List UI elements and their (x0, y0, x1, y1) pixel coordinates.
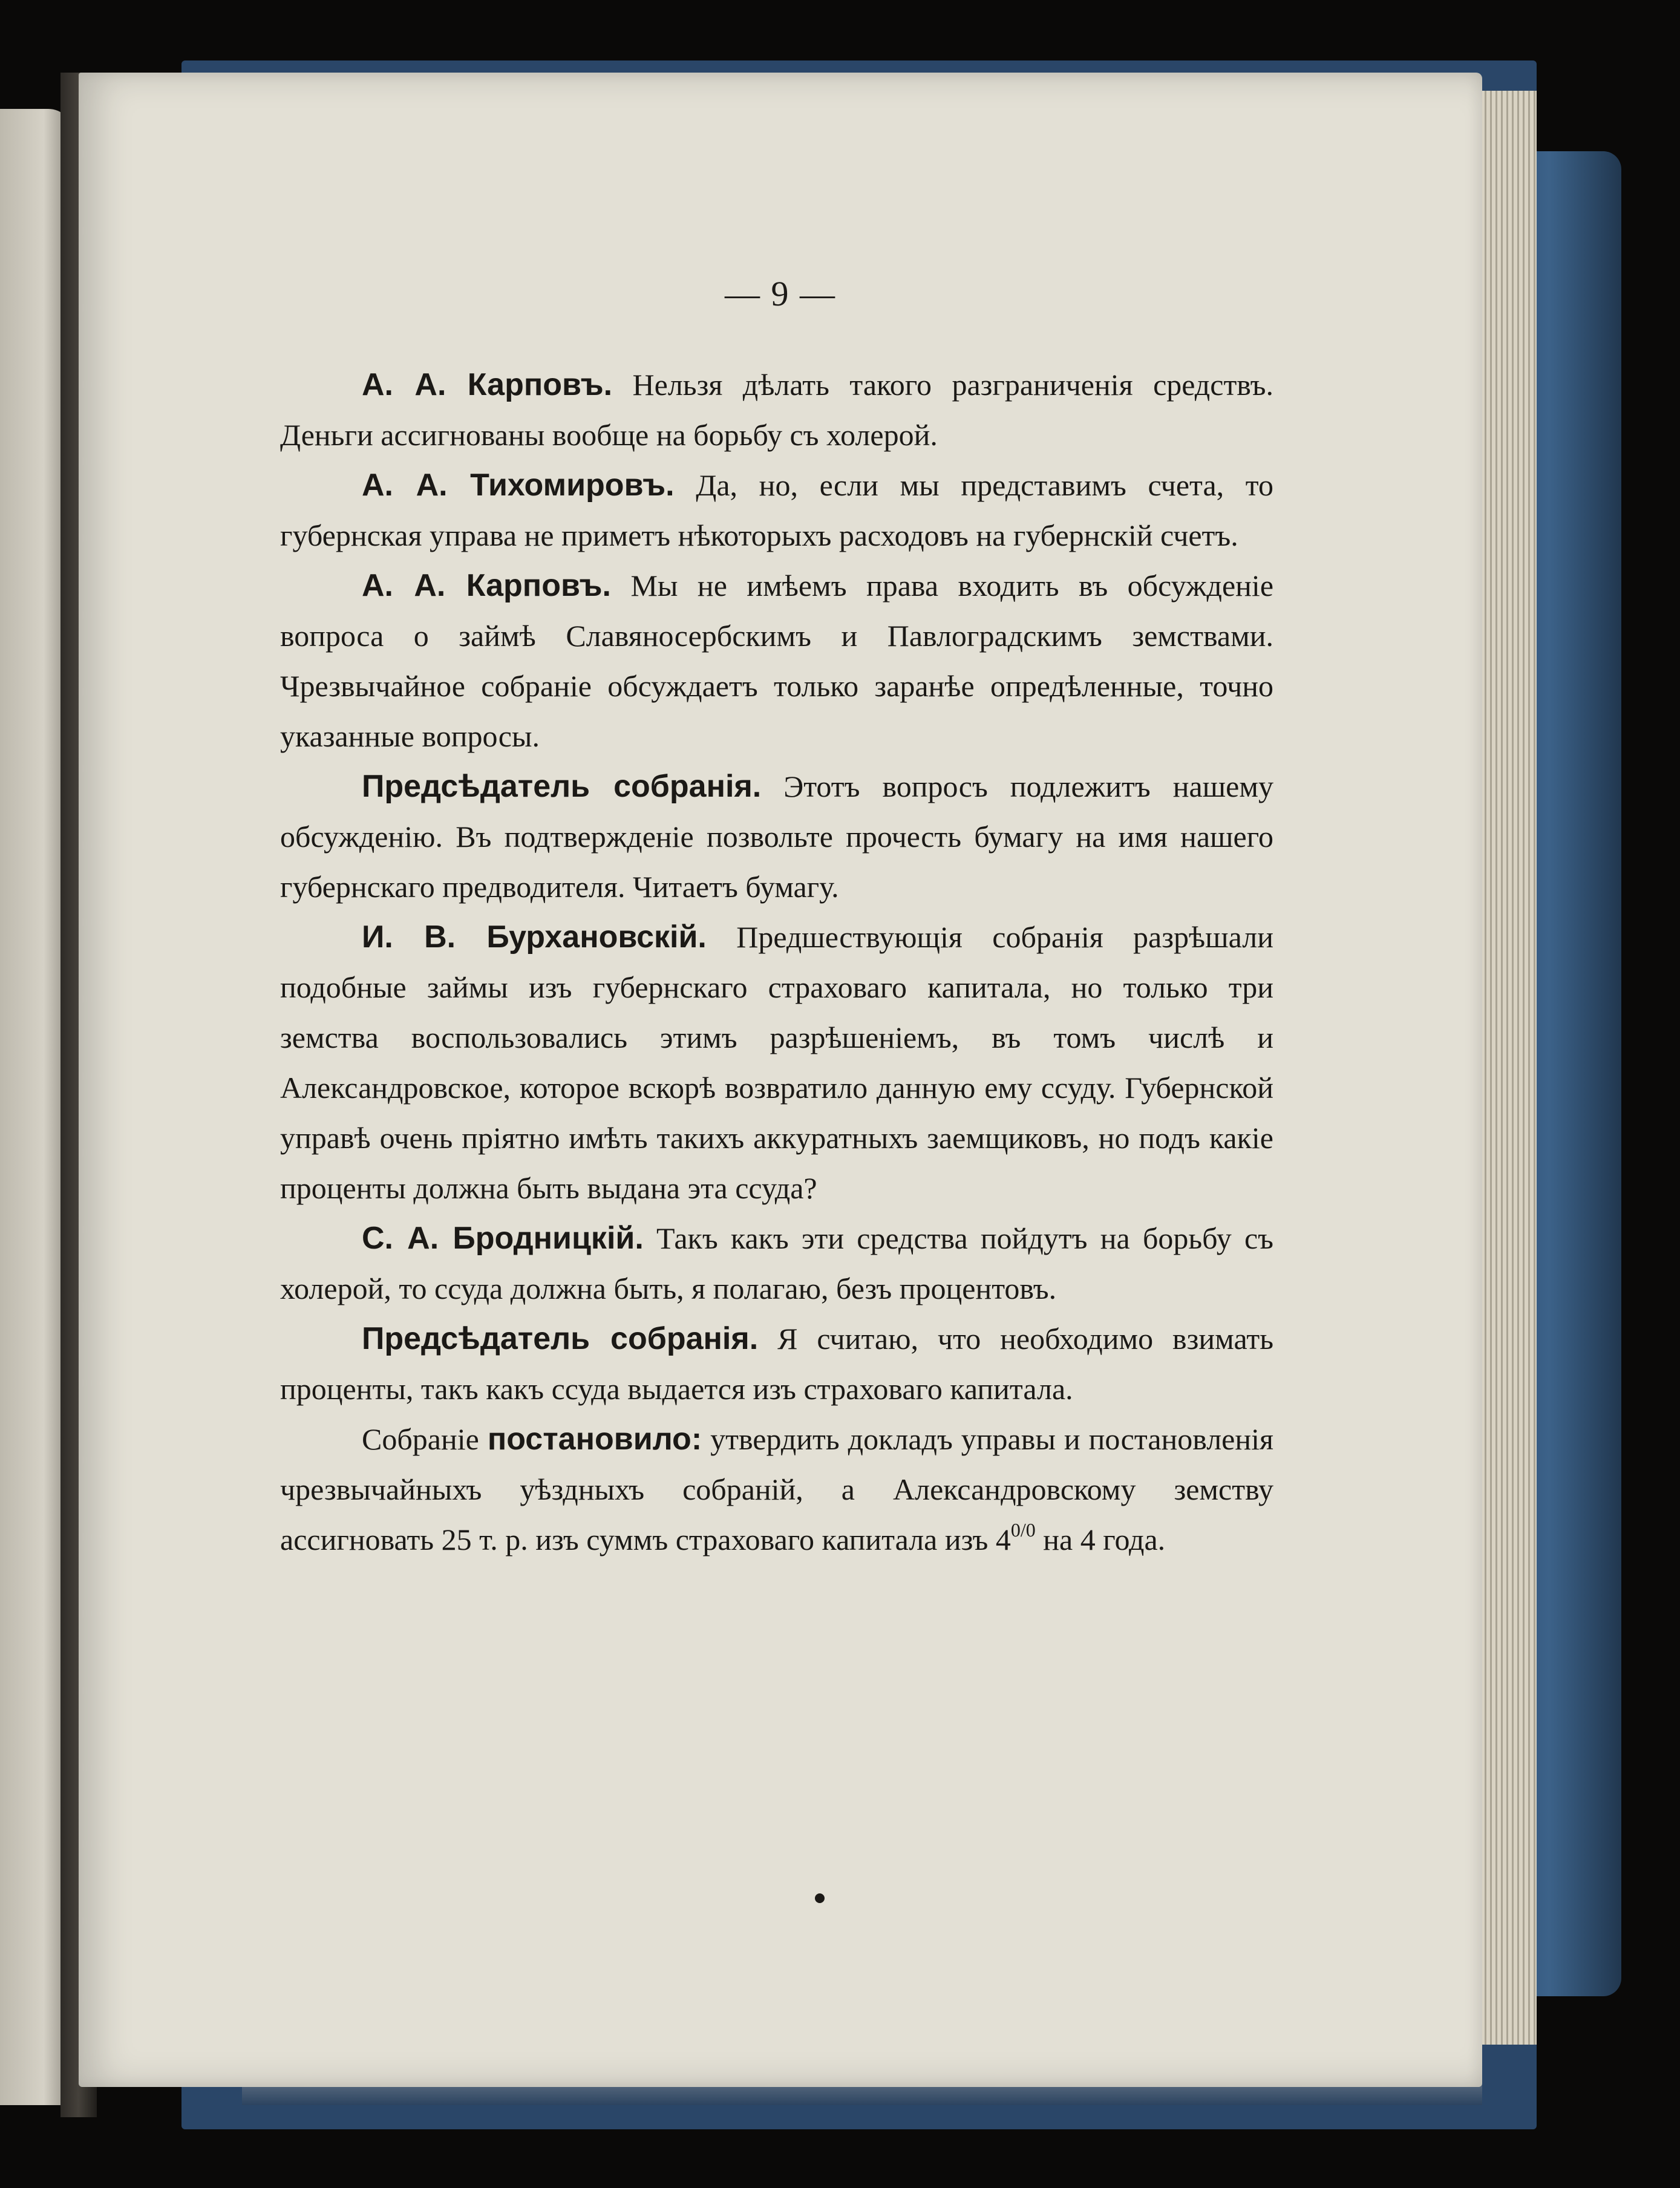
resolution-lead: Собраніе (362, 1422, 479, 1456)
paragraph-4 (280, 762, 1273, 912)
speech-text: Я считаю, что необходимо взимать проценты, такъ какъ ссуда выдается изъ страховаго капитала. (280, 1322, 1273, 1406)
paragraph-1 (280, 360, 1273, 460)
speech-text: Предшествующія собранія разрѣшали подобные займы изъ губернскаго страховаго капитала, но только три земства воспользовались этимъ разрѣшеніемъ, въ томъ числѣ и Александровское, которое вскорѣ возвратило данную ему ссуду. Губернской управѣ очень пріятно имѣть такихъ аккуратныхъ заемщиковъ, но подъ какіе проценты должна быть выдана эта ссуда? (280, 920, 1273, 1205)
speaker-name: Предсѣдатель собранія. (362, 769, 762, 804)
resolution-keyword: постановило: (487, 1422, 702, 1457)
resolution-paragraph (280, 1414, 1273, 1565)
speech-text: Этотъ вопросъ подлежитъ нашему обсужденію. Въ подтвержденіе позвольте прочесть бумагу на имя нашего губернскаго предводителя. Читаетъ бумагу. (280, 769, 1273, 904)
page-text (280, 360, 1273, 1565)
speaker-name: А. А. Карповъ. (362, 568, 612, 603)
speaker-name: С. А. Бродницкій. (362, 1221, 644, 1256)
resolution-text: утвердить докладъ управы и постановленія чрезвычайныхъ уѣздныхъ собраній, а Александровскому земству ассигновать 25 т. р. изъ суммъ страховаго капитала изъ 4 (280, 1422, 1274, 1556)
speech-text: Мы не имѣемъ права входить въ обсужденіе вопроса о займѣ Славяносербскимъ и Павлоградскимъ земствами. Чрезвычайное собраніе обсуждаетъ только заранѣе опредѣленные, точно указанные вопросы. (280, 569, 1274, 753)
speech-text: Нельзя дѣлать такого разграниченія средствъ. Деньги ассигнованы вообще на борьбу съ холерой. (280, 368, 1274, 452)
percent-sign: 0/0 (1010, 1519, 1036, 1541)
paragraph-6 (280, 1213, 1273, 1314)
speaker-name: Предсѣдатель собранія. (362, 1321, 759, 1356)
resolution-end: на 4 года. (1043, 1523, 1166, 1556)
paragraph-5 (280, 912, 1273, 1213)
closing-dot (815, 1893, 825, 1903)
speech-text: Да, но, если мы представимъ счета, то губернская управа не приметъ нѣкоторыхъ расходовъ на губернскій счетъ. (280, 468, 1273, 552)
paragraph-3 (280, 561, 1273, 762)
page-number: — 9 — (725, 274, 836, 313)
speaker-name: А. А. Тихомировъ. (362, 468, 675, 503)
paragraph-7 (280, 1314, 1273, 1414)
speaker-name: А. А. Карповъ. (362, 367, 613, 402)
paragraph-2 (280, 460, 1273, 561)
speaker-name: И. В. Бурхановскій. (362, 919, 707, 955)
speech-text: Такъ какъ эти средства пойдутъ на борьбу съ холерой, то ссуда должна быть, я полагаю, безъ процентовъ. (280, 1221, 1273, 1305)
